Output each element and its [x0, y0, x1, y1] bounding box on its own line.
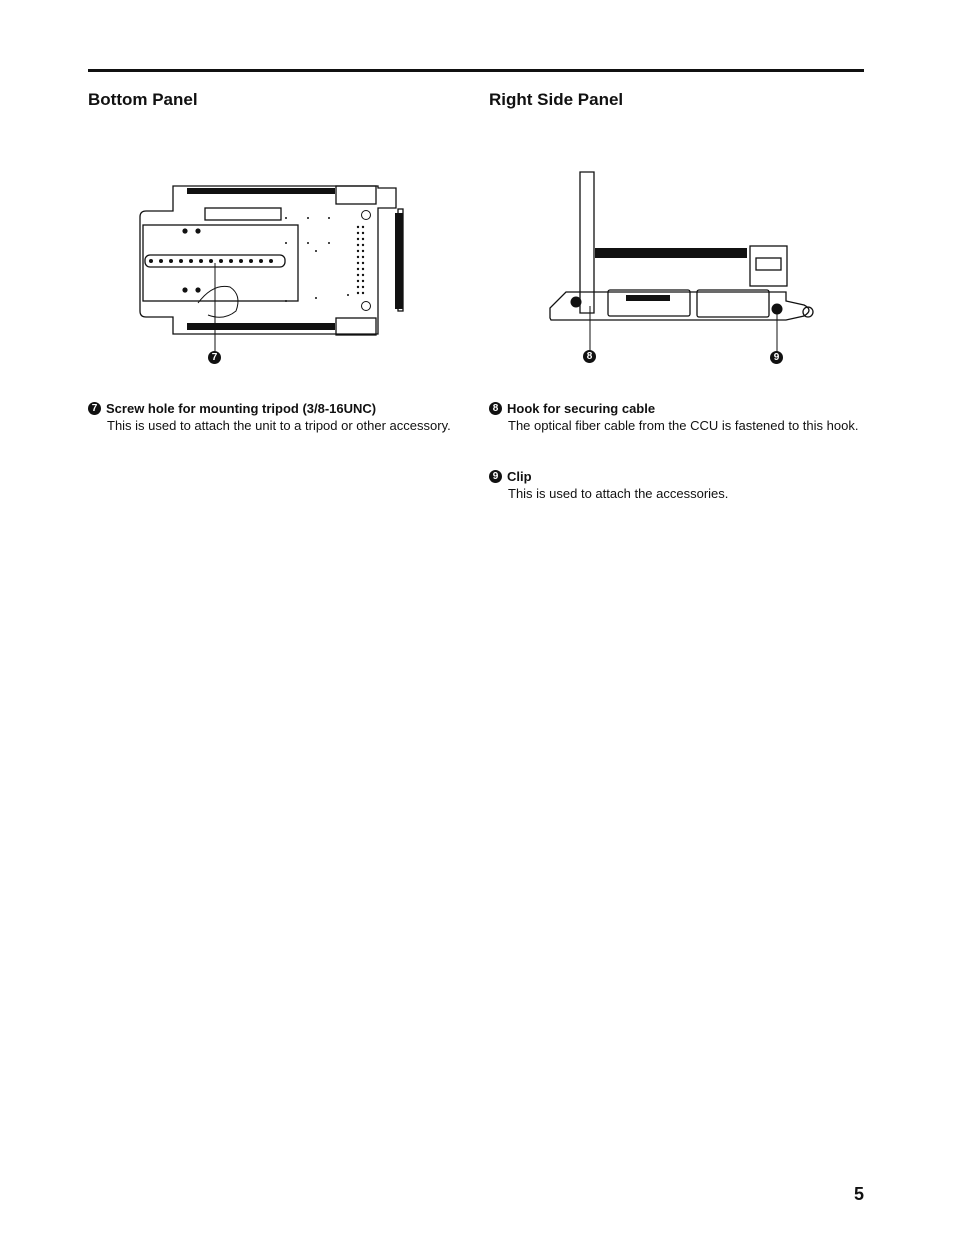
callout-7: 7	[208, 351, 221, 364]
item-8-heading: Hook for securing cable	[507, 401, 656, 416]
item-7	[91, 400, 464, 434]
item-9-heading: Clip	[507, 469, 532, 484]
number-8-badge: 8	[489, 402, 502, 415]
number-9-badge: 9	[489, 470, 502, 483]
right-side-panel-heading: Right Side Panel	[489, 90, 624, 109]
item-9	[492, 468, 865, 502]
item-7-heading: Screw hole for mounting tripod (3/8-16UNC)	[106, 401, 377, 416]
bottom-panel-heading: Bottom Panel	[88, 90, 198, 109]
top-rule	[88, 69, 864, 72]
item-9-description: This is used to attach the accessories.	[508, 486, 729, 501]
item-8-description: The optical fiber cable from the CCU is fastened to this hook.	[508, 418, 859, 433]
callout-8: 8	[583, 350, 596, 363]
number-7-badge: 7	[88, 402, 101, 415]
item-7-description: This is used to attach the unit to a tripod or other accessory.	[107, 418, 451, 433]
page-number: 5	[853, 1184, 864, 1204]
bottom-panel-diagram	[138, 183, 408, 373]
item-8	[492, 400, 865, 434]
callout-9: 9	[770, 351, 783, 364]
right-side-panel-diagram	[546, 168, 820, 354]
